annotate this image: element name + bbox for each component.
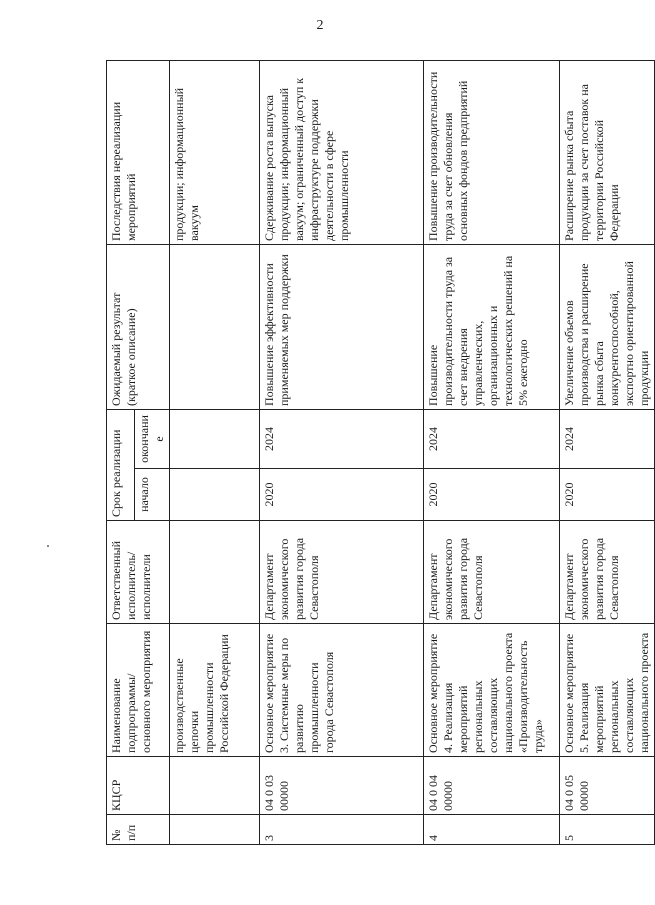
program-table <box>106 60 655 845</box>
cell-responsible: Департамент экономического развития города Севастополя <box>560 521 655 624</box>
cell-responsible: Департамент экономического развития города Севастополя <box>424 521 560 624</box>
page-number: 2 <box>316 18 324 33</box>
cell-responsible: Департамент экономического развития города Севастополя <box>260 521 424 624</box>
cell-kcsr <box>170 757 260 815</box>
table-row <box>424 60 560 844</box>
cell-name: Основное мероприятие 3. Системные меры по развитию промышленности города Севастополя <box>260 624 424 757</box>
header-result: Ожидаемый результат (краткое описание) <box>107 244 170 409</box>
table-row <box>170 60 260 844</box>
header-kcsr: КЦСР <box>107 757 170 815</box>
header-period: Срок реализации <box>107 409 135 520</box>
header-responsible: Ответственный исполнитель/ исполнители <box>107 521 170 624</box>
cell-consequences: Повышение производительности труда за счет обновления основных фондов предприятий <box>424 60 560 244</box>
cell-num: 5 <box>560 815 655 845</box>
cell-kcsr: 04 0 03 00000 <box>260 757 424 815</box>
cell-consequences: Сдерживание роста выпуска продукции; информационный вакуум; ограниченный доступ к инфраструктуре поддержки деятельности в сфере промышленности <box>260 60 424 244</box>
cell-start: 2020 <box>424 469 560 521</box>
cell-result: Увеличение объемов производства и расширение рынка сбыта конкурентоспособной, экспортно ориентированной продукции <box>560 244 655 409</box>
header-row <box>107 60 135 844</box>
cell-kcsr: 04 0 05 00000 <box>560 757 655 815</box>
header-end: окончание <box>135 409 170 468</box>
scan-speck <box>47 545 49 547</box>
cell-name: производственные цепочки промышленности Российской Федерации <box>170 624 260 757</box>
cell-result: Повышение производительности труда за счет внедрения управленческих, организационных и технологических решений на 5% ежегодно <box>424 244 560 409</box>
cell-kcsr: 04 0 04 00000 <box>424 757 560 815</box>
cell-responsible <box>170 521 260 624</box>
table-container <box>106 61 651 845</box>
cell-start: 2020 <box>260 469 424 521</box>
cell-name: Основное мероприятие 4. Реализация мероприятий региональных составляющих национального проекта «Производительность труда» <box>424 624 560 757</box>
cell-end <box>170 409 260 468</box>
cell-start: 2020 <box>560 469 655 521</box>
rotated-table <box>106 61 651 845</box>
table-row <box>260 60 424 844</box>
cell-consequences: продукции; информационный вакуум <box>170 60 260 244</box>
cell-result <box>170 244 260 409</box>
cell-result: Повышение эффективности применяемых мер поддержки <box>260 244 424 409</box>
cell-end: 2024 <box>260 409 424 468</box>
cell-name: Основное мероприятие 5. Реализация мероприятий региональных составляющих национального проекта <box>560 624 655 757</box>
header-start: начало <box>135 469 170 521</box>
header-name: Наименование подпрограммы/ основного мероприятия <box>107 624 170 757</box>
cell-end: 2024 <box>560 409 655 468</box>
table-row <box>560 60 655 844</box>
header-consequences: Последствия нереализации мероприятий <box>107 60 170 244</box>
cell-end: 2024 <box>424 409 560 468</box>
cell-start <box>170 469 260 521</box>
cell-num <box>170 815 260 845</box>
cell-num: 3 <box>260 815 424 845</box>
cell-consequences: Расширение рынка сбыта продукции за счет поставок на территории Российской Федерации <box>560 60 655 244</box>
header-num: № п/п <box>107 815 170 845</box>
cell-num: 4 <box>424 815 560 845</box>
